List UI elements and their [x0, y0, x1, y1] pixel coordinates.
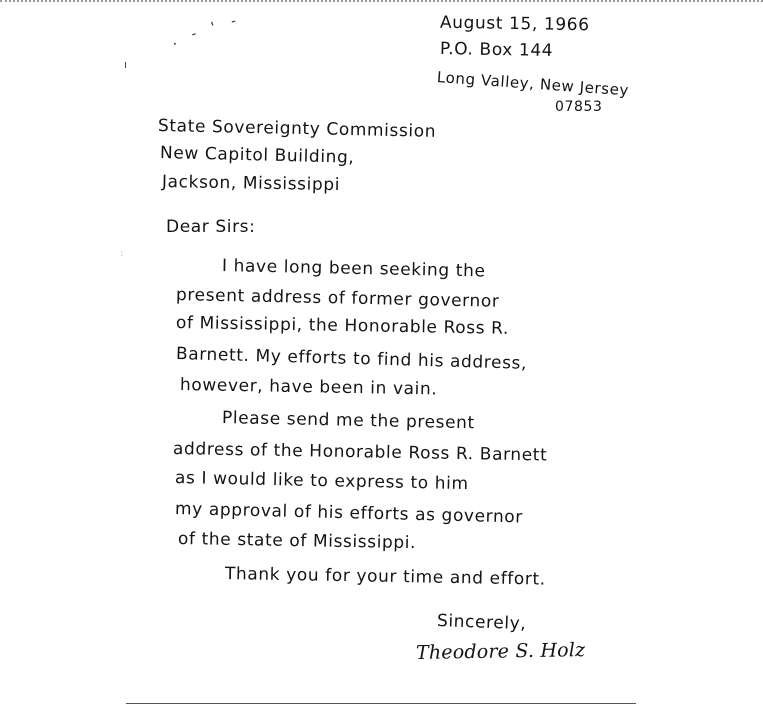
salutation: Dear Sirs: — [166, 217, 256, 237]
sender-po-box: P.O. Box 144 — [439, 39, 554, 61]
stray-tick-mark — [125, 62, 126, 68]
signature: Theodore S. Holz — [415, 639, 586, 664]
paragraph1-line: however, have been in vain. — [179, 375, 438, 400]
paragraph1-line: Barnett. My efforts to find his address, — [175, 344, 528, 374]
paragraph2-line: Please send me the present — [221, 408, 475, 434]
paragraph1-line: I have long been seeking the — [221, 256, 486, 282]
recipient-name: State Sovereignty Commission — [157, 116, 437, 142]
paragraph1-line: present address of former governor — [175, 285, 500, 312]
paragraph3-line: Thank you for your time and effort. — [224, 564, 546, 590]
page-top-dotted-border — [0, 0, 763, 2]
bottom-rule-line — [126, 703, 636, 704]
sender-city-state: Long Valley, New Jersey — [436, 68, 630, 100]
paragraph2-line: my approval of his efforts as governor — [174, 499, 524, 528]
recipient-city-state: Jackson, Mississippi — [161, 172, 341, 196]
paragraph2-line: address of the Honorable Ross R. Barnett — [172, 439, 548, 466]
recipient-building: New Capitol Building, — [159, 143, 355, 168]
paragraph2-line: of the state of Mississippi. — [177, 529, 417, 554]
sender-zip: 07853 — [555, 99, 603, 115]
sender-date: August 15, 1966 — [439, 12, 590, 36]
faint-ghost-mark: : — [120, 246, 124, 259]
paragraph1-line: of Mississippi, the Honorable Ross R. — [175, 313, 510, 339]
stray-pen-marks: . - ' - — [169, 11, 244, 49]
closing: Sincerely, — [436, 611, 527, 635]
paragraph2-line: as I would like to express to him — [174, 468, 469, 495]
